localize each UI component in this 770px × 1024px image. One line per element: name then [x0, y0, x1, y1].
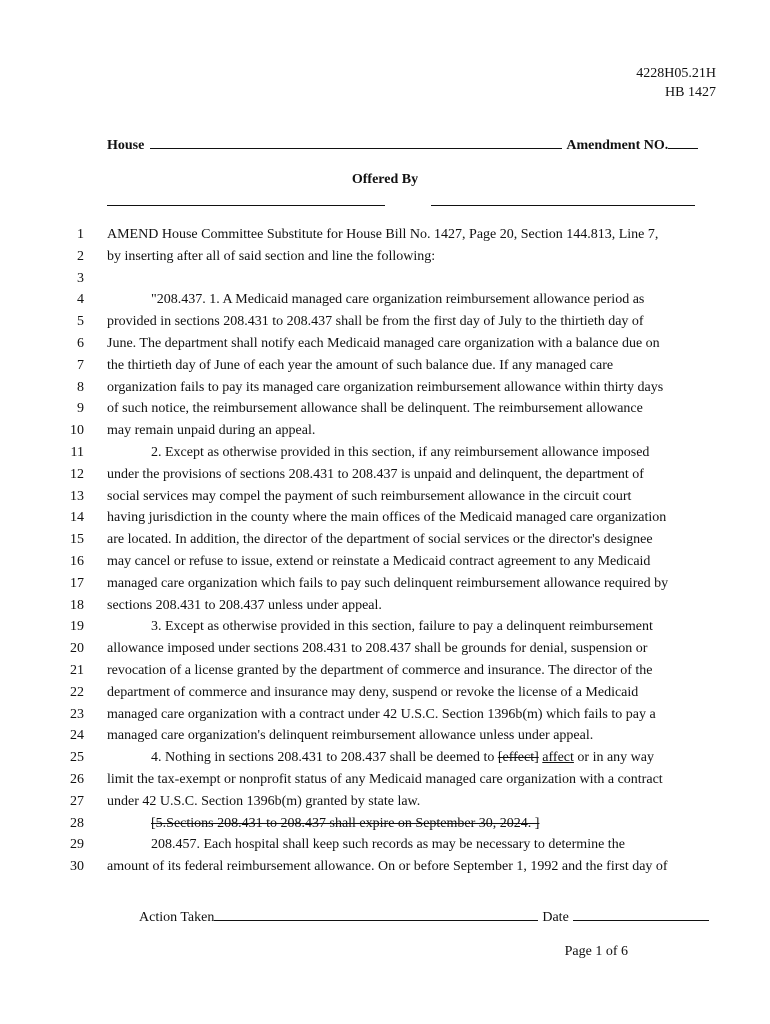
line-number: 17 [70, 575, 84, 591]
line-text [107, 595, 719, 617]
line-number: 30 [70, 859, 84, 875]
line-text [107, 638, 719, 660]
line-number: 6 [77, 335, 84, 351]
line-text [107, 704, 719, 726]
line-number: 25 [70, 750, 84, 766]
line-text [107, 747, 763, 769]
line-text [107, 464, 719, 486]
house-amendment-line [107, 136, 715, 154]
line-text [107, 834, 763, 856]
date-label: Date [542, 910, 569, 925]
text-line [0, 573, 770, 595]
action-taken-blank [214, 908, 538, 921]
line-number: 29 [70, 837, 84, 853]
text-line [0, 747, 770, 769]
line-number: 1 [77, 227, 84, 242]
text-segment: the thirtieth day of June of each year the amount of such balance due. If any managed care [107, 357, 614, 373]
line-text [107, 398, 719, 420]
text-line [0, 529, 770, 551]
text-segment: having jurisdiction in the county where the main offices of the Medicaid managed care organization [107, 510, 667, 526]
text-segment: under the provisions of sections 208.431 to 208.437 is unpaid and delinquent, the department of [107, 466, 644, 482]
struck-text: [effect] [497, 750, 539, 766]
line-text [107, 224, 719, 246]
line-text [107, 246, 719, 268]
text-line [0, 704, 770, 726]
text-segment: or in any way [573, 750, 654, 766]
text-line [0, 856, 770, 878]
line-text [107, 791, 719, 813]
text-segment: of such notice, the reimbursement allowance shall be delinquent. The reimbursement allowance [107, 401, 643, 417]
text-segment: AMEND House Committee Substitute for House Bill No. 1427, Page 20, Section 144.813, Line 7, [107, 227, 659, 242]
line-number: 24 [70, 728, 84, 744]
text-segment: under 42 U.S.C. Section 1396b(m) granted by state law. [107, 793, 421, 809]
house-label: House [107, 138, 145, 153]
text-line [0, 791, 770, 813]
offered-by-signature-line-left [107, 205, 385, 206]
text-segment: by inserting after all of said section and line the following: [107, 248, 436, 264]
struck-text: [5.Sections 208.431 to 208.437 shall expire on September 30, 2024. ] [151, 815, 540, 831]
line-number: 23 [70, 706, 84, 722]
line-number: 4 [77, 292, 84, 308]
text-segment: 2. Except as otherwise provided in this section, if any reimbursement allowance imposed [151, 444, 650, 460]
line-text [107, 856, 719, 878]
text-line [0, 595, 770, 617]
line-number: 18 [70, 597, 84, 613]
text-segment: social services may compel the payment of such reimbursement allowance in the circuit court [107, 488, 632, 504]
text-segment: managed care organization's delinquent reimbursement allowance unless under appeal. [107, 728, 594, 744]
text-segment: provided in sections 208.431 to 208.437 shall be from the first day of July to the thirtieth day of [107, 314, 644, 330]
text-segment: organization fails to pay its managed care organization reimbursement allowance within thirty days [107, 379, 664, 395]
line-number: 10 [70, 423, 84, 439]
line-text [107, 486, 719, 508]
line-text [107, 507, 719, 529]
line-text [107, 529, 719, 551]
line-text [107, 551, 719, 573]
line-number: 11 [70, 444, 84, 460]
line-number: 26 [70, 771, 84, 787]
text-segment: may cancel or refuse to issue, extend or reinstate a Medicaid contract agreement to any Medicaid [107, 553, 651, 569]
line-number: 21 [70, 662, 84, 678]
text-line [0, 660, 770, 682]
text-line [0, 682, 770, 704]
action-taken-label: Action Taken [139, 910, 215, 925]
text-line [0, 551, 770, 573]
line-number: 13 [70, 488, 84, 504]
text-segment: amount of its federal reimbursement allowance. On or before September 1, 1992 and the first day of [107, 859, 668, 875]
line-text [107, 660, 719, 682]
line-number: 7 [77, 357, 84, 373]
line-text [107, 442, 763, 464]
text-line [0, 616, 770, 638]
line-number: 15 [70, 532, 84, 548]
text-line [0, 420, 770, 442]
line-text [107, 616, 763, 638]
document-header [636, 64, 716, 102]
text-segment: managed care organization with a contract under 42 U.S.C. Section 1396b(m) which fails to pay a [107, 706, 656, 722]
text-line [0, 464, 770, 486]
offered-by-label: Offered By [351, 172, 419, 187]
document-code: 4228H05.21H [636, 66, 716, 81]
text-line [0, 289, 770, 311]
line-text [107, 813, 763, 835]
text-line [0, 486, 770, 508]
line-number: 19 [70, 619, 84, 635]
text-segment: allowance imposed under sections 208.431 to 208.437 shall be grounds for denial, suspension or [107, 641, 648, 657]
amendment-text [0, 224, 770, 878]
text-line [0, 268, 770, 290]
line-text [107, 769, 719, 791]
text-segment: "208.437. 1. A Medicaid managed care organization reimbursement allowance period as [151, 292, 645, 308]
text-line [0, 398, 770, 420]
text-line [0, 246, 770, 268]
text-line [0, 355, 770, 377]
text-line [0, 377, 770, 399]
amendment-label: Amendment NO. [566, 138, 669, 153]
line-text [107, 725, 719, 747]
text-segment: sections 208.431 to 208.437 unless under appeal. [107, 597, 382, 613]
text-segment: revocation of a license granted by the department of commerce and insurance. The director of the [107, 662, 653, 678]
line-number: 28 [70, 815, 84, 831]
text-line [0, 333, 770, 355]
amendment-number-blank [668, 136, 698, 149]
line-text [107, 682, 719, 704]
house-blank [150, 136, 562, 149]
line-number: 22 [70, 684, 84, 700]
line-number: 8 [77, 379, 84, 395]
text-segment: managed care organization which fails to pay such delinquent reimbursement allowance required by [107, 575, 669, 591]
text-line [0, 834, 770, 856]
line-number: 16 [70, 553, 84, 569]
line-text [107, 333, 719, 355]
text-segment: 208.457. Each hospital shall keep such records as may be necessary to determine the [151, 837, 625, 853]
text-segment: limit the tax-exempt or nonprofit status of any Medicaid managed care organization with a contract [107, 771, 663, 787]
line-number: 9 [77, 401, 84, 417]
text-segment: 4. Nothing in sections 208.431 to 208.437 shall be deemed to [151, 750, 498, 766]
line-number: 3 [77, 270, 84, 286]
text-segment: June. The department shall notify each Medicaid managed care organization with a balance due on [107, 335, 660, 351]
line-number: 12 [70, 466, 84, 482]
text-line [0, 507, 770, 529]
text-segment: are located. In addition, the director of the department of social services or the director's designee [107, 532, 653, 548]
line-text [107, 289, 763, 311]
text-line [0, 442, 770, 464]
text-line [0, 311, 770, 333]
action-taken-line [139, 908, 709, 926]
text-segment: 3. Except as otherwise provided in this section, failure to pay a delinquent reimbursement [151, 619, 653, 635]
text-line [0, 769, 770, 791]
bill-number: HB 1427 [665, 85, 716, 100]
line-text [107, 311, 719, 333]
line-text [107, 573, 719, 595]
line-number: 27 [70, 793, 84, 809]
text-line [0, 725, 770, 747]
line-text [107, 420, 719, 442]
line-text [107, 377, 719, 399]
text-line [0, 638, 770, 660]
inserted-text: affect [542, 750, 574, 766]
text-segment: may remain unpaid during an appeal. [107, 423, 316, 439]
offered-by-signature-line-right [431, 205, 695, 206]
line-number: 14 [70, 510, 84, 526]
line-number: 2 [77, 248, 84, 264]
line-text [107, 355, 719, 377]
line-number: 20 [70, 641, 84, 657]
date-blank [573, 908, 709, 921]
page-number: Page 1 of 6 [564, 944, 628, 959]
text-line [0, 224, 770, 246]
text-segment: department of commerce and insurance may deny, suspend or revoke the license of a Medicaid [107, 684, 639, 700]
line-number: 5 [77, 314, 84, 330]
text-line [0, 813, 770, 835]
